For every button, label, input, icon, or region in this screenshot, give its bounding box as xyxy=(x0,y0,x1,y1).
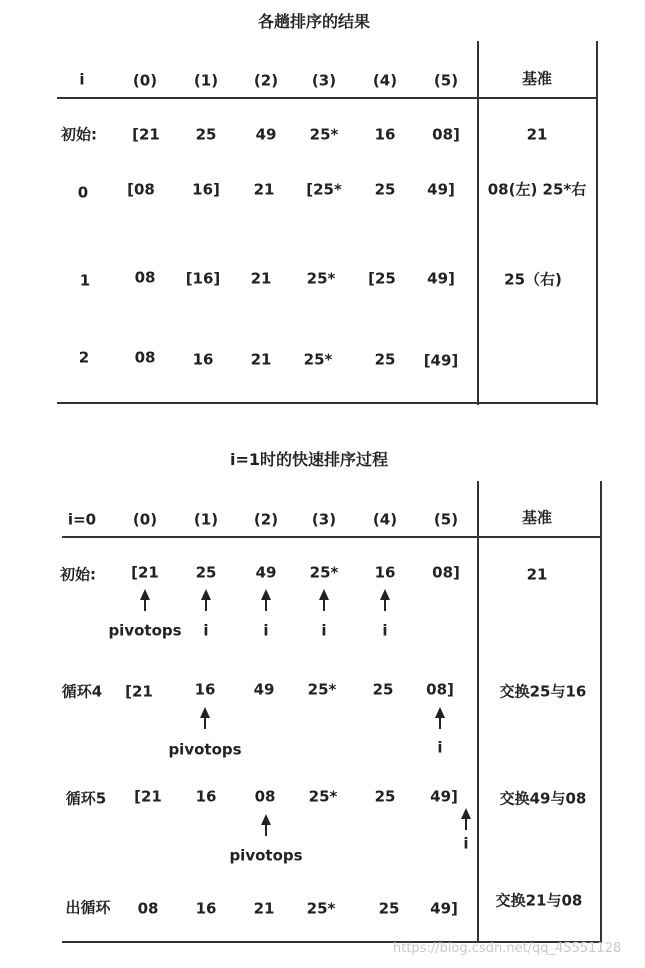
table2-row0-cell1: 25 xyxy=(195,563,217,582)
table2-row2-pivot: 交换49与08 xyxy=(499,789,587,808)
table1-row1-cell0: [08 xyxy=(127,180,155,199)
table2-row3-cell4: 25 xyxy=(378,899,400,918)
table1-row2-label: 1 xyxy=(79,271,91,290)
watermark: https://blog.csdn.net/qq_45551128 xyxy=(393,941,622,956)
table2-row2-cell2: 08 xyxy=(254,787,276,806)
table1-row0-label: 初始: xyxy=(61,125,97,144)
table1-row1-pivot: 08(左) 25*右 xyxy=(487,180,587,199)
table2-row2-cell0: [21 xyxy=(134,787,162,806)
pointer-label-i: i xyxy=(203,621,209,640)
table2-row1-label: 循环4 xyxy=(61,682,103,701)
table1-row1-cell3: [25* xyxy=(306,180,342,199)
table2-header-col2: (2) xyxy=(253,510,279,529)
table2-row2-cell4: 25 xyxy=(374,787,396,806)
table1-pivot-divider xyxy=(477,41,479,405)
table2-row0-cell3: 25* xyxy=(309,563,339,582)
table2-header-i: i=0 xyxy=(67,510,97,529)
table1-header-col2: (2) xyxy=(253,71,279,90)
table2-row0-cell5: 08] xyxy=(432,563,460,582)
table1-row1-cell4: 25 xyxy=(374,180,396,199)
pointer-label-i: i xyxy=(321,621,327,640)
table1-row0-cell2: 49 xyxy=(255,125,277,144)
table1-row1-label: 0 xyxy=(77,183,89,202)
table1-bottom-rule xyxy=(57,402,597,404)
table2-row3-cell3: 25* xyxy=(306,899,336,918)
table2-row1-cell2: 49 xyxy=(253,680,275,699)
table1-row1-cell1: 16] xyxy=(192,180,220,199)
table1-row0-cell4: 16 xyxy=(374,125,396,144)
pointer-label-pivotops: pivotops xyxy=(168,740,242,759)
table1-row3-cell3: 25* xyxy=(303,350,333,369)
table1-row3-cell2: 21 xyxy=(250,350,272,369)
table2-row3-cell2: 21 xyxy=(253,899,275,918)
table2-row1-cell3: 25* xyxy=(307,680,337,699)
table2-row0-cell0: [21 xyxy=(131,563,159,582)
pointer-label-pivotops: pivotops xyxy=(108,621,182,640)
table1-header-col5: (5) xyxy=(433,71,459,90)
table1-header-col1: (1) xyxy=(193,71,219,90)
table2-row3-cell5: 49] xyxy=(430,899,458,918)
table2-row0-cell4: 16 xyxy=(374,563,396,582)
table2-header-col3: (3) xyxy=(311,510,337,529)
table1-header-pivot: 基准 xyxy=(521,69,553,88)
table1-row3-cell0: 08 xyxy=(134,348,156,367)
table2-title: i=1时的快速排序过程 xyxy=(229,450,389,469)
table1-right-border xyxy=(596,41,598,405)
table1-row2-cell3: 25* xyxy=(306,269,336,288)
table1-row2-cell2: 21 xyxy=(250,269,272,288)
table1-row3-cell5: [49] xyxy=(423,351,459,370)
table2-header-col1: (1) xyxy=(193,510,219,529)
table1-row0-cell0: [21 xyxy=(132,125,160,144)
table1-row2-cell1: [16] xyxy=(185,269,221,288)
table2-header-rule xyxy=(62,536,602,538)
table2-row2-cell5: 49] xyxy=(430,787,458,806)
table1-row2-pivot: 25（右) xyxy=(504,270,562,289)
table1-title: 各趟排序的结果 xyxy=(257,12,371,31)
table1-row2-cell0: 08 xyxy=(134,268,156,287)
table1-header-col0: (0) xyxy=(132,71,158,90)
table1-row0-cell3: 25* xyxy=(309,125,339,144)
table2-row3-label: 出循环 xyxy=(65,898,111,917)
pointer-label-i: i xyxy=(263,621,269,640)
pointer-label-i: i xyxy=(463,834,469,853)
table1-row0-cell5: 08] xyxy=(432,125,460,144)
table1-row3-cell4: 25 xyxy=(374,350,396,369)
table1-row2-cell5: 49] xyxy=(427,269,455,288)
table2-row0-cell2: 49 xyxy=(255,563,277,582)
table2-header-col4: (4) xyxy=(372,510,398,529)
table2-row1-cell4: 25 xyxy=(372,680,394,699)
table1-header-i: i xyxy=(79,70,85,89)
pointer-label-i: i xyxy=(382,621,388,640)
table1-row3-label: 2 xyxy=(78,348,90,367)
table2-row1-cell1: 16 xyxy=(194,680,216,699)
table2-row2-cell1: 16 xyxy=(195,787,217,806)
table1-row2-cell4: [25 xyxy=(368,269,396,288)
table2-row3-cell1: 16 xyxy=(195,899,217,918)
table1-row3-cell1: 16 xyxy=(192,350,214,369)
table2-header-pivot: 基准 xyxy=(521,508,553,527)
pointer-label-pivotops: pivotops xyxy=(229,846,303,865)
table2-row3-cell0: 08 xyxy=(137,899,159,918)
table1-header-col4: (4) xyxy=(372,71,398,90)
table2-row1-cell0: [21 xyxy=(125,682,153,701)
table2-header-col0: (0) xyxy=(132,510,158,529)
table2-row0-pivot: 21 xyxy=(526,565,548,584)
table1-row1-cell5: 49] xyxy=(427,180,455,199)
table1-header-col3: (3) xyxy=(311,71,337,90)
table1-row0-cell1: 25 xyxy=(195,125,217,144)
table1-header-rule xyxy=(57,97,597,99)
table2-row2-label: 循环5 xyxy=(65,789,107,808)
table2-pivot-divider xyxy=(477,481,479,943)
table2-row1-pivot: 交换25与16 xyxy=(499,682,587,701)
table1-row0-pivot: 21 xyxy=(526,125,548,144)
table2-right-border xyxy=(600,481,602,943)
pointer-label-i: i xyxy=(437,738,443,757)
table2-row3-pivot: 交换21与08 xyxy=(495,891,583,910)
table1-row1-cell2: 21 xyxy=(253,180,275,199)
table2-row0-label: 初始: xyxy=(60,565,96,584)
table2-header-col5: (5) xyxy=(433,510,459,529)
table2-row1-cell5: 08] xyxy=(426,680,454,699)
table2-row2-cell3: 25* xyxy=(308,787,338,806)
